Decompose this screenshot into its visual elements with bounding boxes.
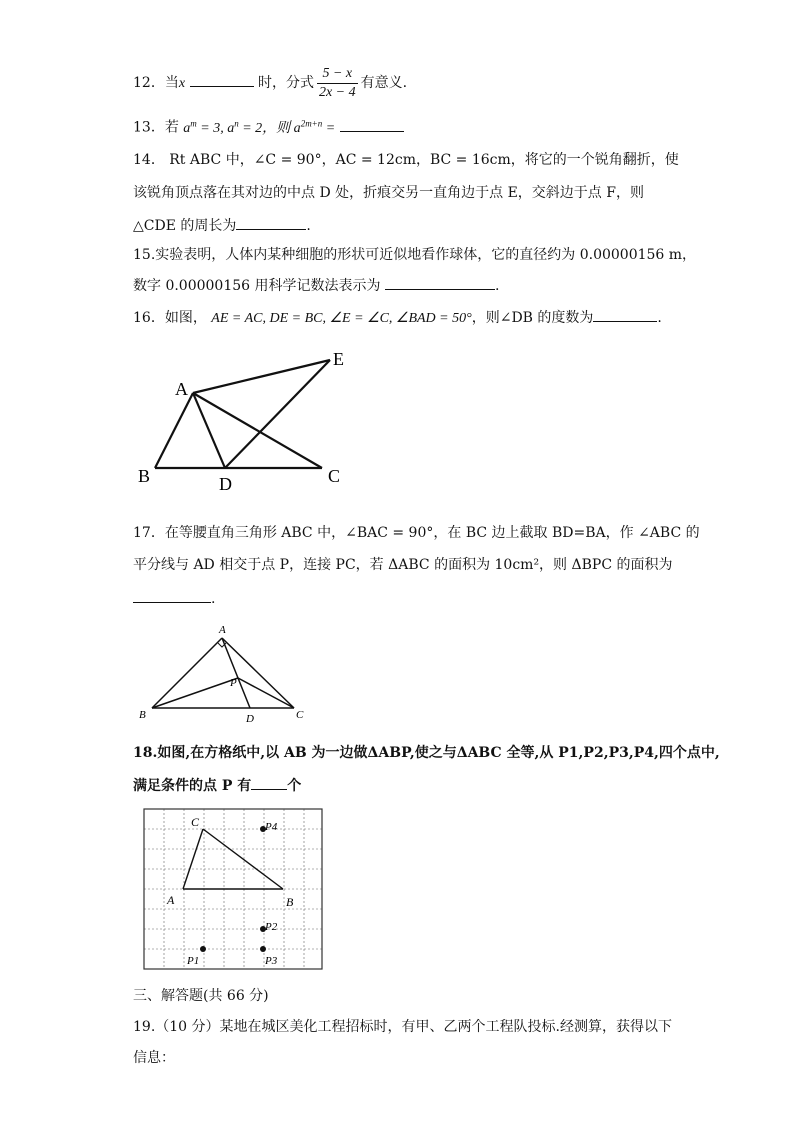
q16-end: . [657, 310, 662, 326]
q12-fraction [317, 65, 358, 102]
question-13 [133, 113, 404, 139]
q12-prefix: 12．当 [133, 75, 179, 91]
q17-answer-blank[interactable] [133, 588, 211, 603]
q18-label-a: A [167, 893, 175, 907]
q13-prefix: 13．若 [133, 119, 179, 136]
q16-prefix: 16．如图， [133, 310, 207, 326]
q12-answer-blank[interactable] [190, 72, 254, 87]
q16-answer-blank[interactable] [593, 307, 657, 322]
q17-figure [132, 618, 312, 728]
q18-label-p4: P4 [265, 821, 278, 833]
q17-line-ac [222, 638, 294, 708]
q15-line-2-text: 数字 0.00000156 用科学记数法表示为 [133, 278, 381, 294]
q18-label-b: B [286, 895, 294, 909]
q18-label-p3: P3 [265, 955, 278, 967]
question-12 [133, 64, 407, 103]
q16-expr: AE = AC, DE = BC, ∠E = ∠C, ∠BAD = 50° [211, 311, 472, 326]
q13-exp-2mn: 2m+n [300, 118, 323, 128]
q18-label-p1: P1 [187, 955, 200, 967]
q17-label-b: B [139, 709, 146, 721]
q18-line-2-text: 满足条件的点 P 有 [133, 778, 252, 794]
q18-point-p1 [200, 946, 206, 952]
q18-line-cb [203, 829, 283, 889]
section-3-heading: 三、解答题(共 66 分) [133, 988, 269, 1004]
q13-answer-blank[interactable] [340, 117, 404, 132]
q16-label-d: D [219, 474, 232, 494]
q16-label-b: B [138, 466, 151, 486]
q17-label-p: P [230, 677, 237, 689]
q18-line-2-end: 个 [287, 778, 302, 794]
q17-line-1: 17．在等腰直角三角形 ABC 中，∠BAC = 90°，在 BC 边上截取 BD=BA，作 ∠ABC 的 [133, 525, 700, 541]
q17-line-pc [238, 678, 294, 708]
q18-point-p3 [260, 946, 266, 952]
q14-line-3-text: △CDE 的周长为 [133, 218, 237, 234]
q14-line-3-end: . [306, 218, 311, 234]
q13-eq1: = 3, a [196, 120, 235, 136]
q16-line-ab [155, 393, 193, 468]
q16-figure [130, 340, 360, 495]
q19-line-1: 19.（10 分）某地在城区美化工程招标时，有甲、乙两个工程队投标.经测算，获得以下 [133, 1019, 672, 1035]
q18-line-ac [183, 829, 203, 889]
q17-line-bp [152, 678, 238, 708]
q18-label-c: C [191, 815, 200, 829]
q16-label-e: E [333, 349, 344, 369]
q17-line-ad [222, 638, 250, 708]
q15-line-1: 15.实验表明，人体内某种细胞的形状可近似地看作球体，它的直径约为 0.00000156 m， [133, 247, 697, 263]
q17-line-3-end: . [211, 591, 216, 607]
q15-line-2 [133, 275, 499, 296]
q13-expr [183, 118, 336, 136]
q12-numerator: 5 − x [317, 65, 358, 84]
q17-label-d: D [246, 713, 254, 725]
q16-label-a: A [175, 379, 188, 399]
q15-answer-blank[interactable] [385, 275, 495, 290]
q17-line-ab [152, 638, 222, 708]
q14-line-2: 该锐角顶点落在其对边的中点 D 处，折痕交另一直角边于点 E，交斜边于点 F，则 [133, 185, 644, 201]
q18-line-1: 18.如图,在方格纸中,以 AB 为一边做ΔABP,使之与ΔABC 全等,从 P1,P2,P3,P4,四个点中, [133, 745, 720, 761]
q13-exp-n: n [234, 118, 239, 128]
q18-label-p2: P2 [265, 921, 278, 933]
q12-denominator: 2x − 4 [318, 84, 356, 100]
q15-line-2-end: . [494, 278, 500, 294]
q17-label-c: C [296, 709, 304, 721]
q18-line-2 [133, 775, 301, 796]
q18-answer-blank[interactable] [251, 775, 287, 790]
q16-line-ad [193, 393, 225, 468]
q14-line-1: 14． Rt ABC 中，∠C = 90°，AC = 12cm，BC = 16cm，将它的一个锐角翻折，使 [133, 152, 679, 168]
q14-line-3 [133, 215, 311, 236]
q12-var: x [178, 76, 186, 91]
q19-line-2: 信息： [133, 1050, 175, 1066]
q13-exp-m: m [190, 118, 197, 128]
q16-label-c: C [328, 466, 341, 486]
q16-line-ae [193, 360, 330, 393]
q16-line-ac [193, 393, 322, 468]
q17-line-3 [133, 588, 215, 609]
q14-answer-blank[interactable] [236, 215, 306, 230]
q17-label-a: A [219, 624, 226, 636]
q12-suffix: 有意义. [360, 75, 408, 91]
q13-eq3: = [322, 120, 336, 136]
q12-mid: 时，分式 [257, 75, 314, 91]
q18-grid-figure [143, 808, 323, 970]
q16-mid: ，则∠DB 的度数为 [471, 310, 594, 326]
q16-line-ed [225, 360, 330, 468]
question-16 [133, 307, 662, 329]
q17-line-2: 平分线与 AD 相交于点 P，连接 PC，若 ΔABC 的面积为 10cm²，则 ΔBPC 的面积为 [133, 557, 673, 573]
q13-base: a [183, 120, 191, 136]
q13-eq2: = 2，则 a [238, 120, 301, 136]
